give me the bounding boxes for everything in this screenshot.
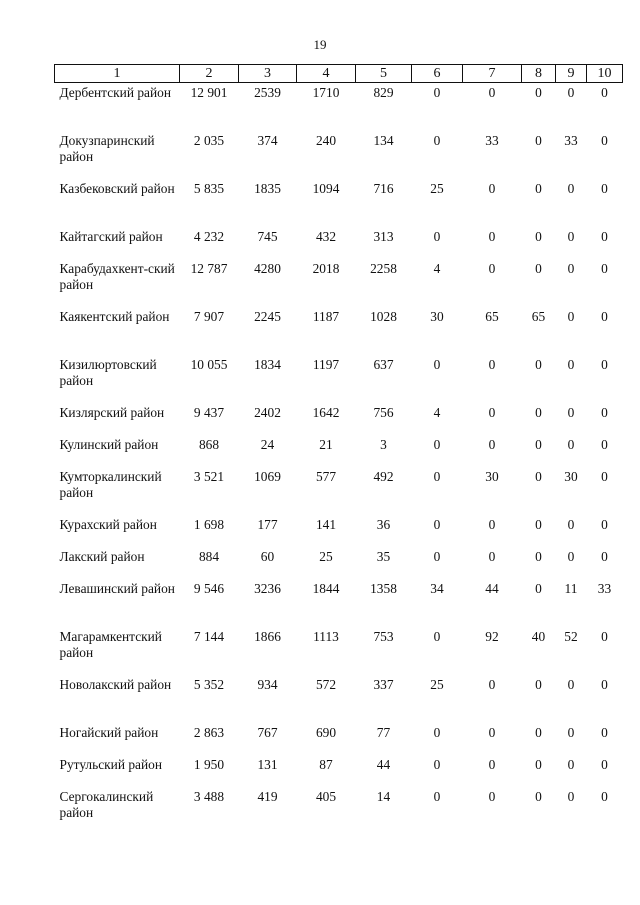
district-name-cell: Магарамкентский район <box>59 629 162 660</box>
value-cell-col-8: 0 <box>535 549 542 564</box>
district-name-cell: Кайтагский район <box>59 229 163 244</box>
value-cell-col-4: 1094 <box>312 181 340 196</box>
value-cell-col-8: 0 <box>535 677 542 692</box>
value-cell-col-2: 868 <box>198 437 220 452</box>
value-cell-col-3: 2245 <box>254 309 281 324</box>
value-cell-col-8: 65 <box>531 309 546 324</box>
value-cell-col-6: 34 <box>430 581 444 596</box>
value-cell-col-2: 9 546 <box>193 581 225 596</box>
value-cell-col-4: 1197 <box>312 357 340 372</box>
value-cell-col-7: 0 <box>488 517 496 532</box>
value-cell-col-4: 405 <box>315 789 337 804</box>
value-cell-col-8: 0 <box>535 85 542 100</box>
value-cell-col-2: 4 232 <box>193 229 225 244</box>
value-cell-col-9: 0 <box>567 789 575 804</box>
value-cell-col-7: 0 <box>488 789 496 804</box>
value-cell-col-7: 0 <box>488 357 496 372</box>
value-cell-col-10: 0 <box>601 85 608 100</box>
value-cell-col-10: 0 <box>601 629 608 644</box>
value-cell-col-4: 572 <box>315 677 337 692</box>
value-cell-col-8: 0 <box>535 789 542 804</box>
value-cell-col-2: 7 144 <box>193 629 225 644</box>
value-cell-col-9: 0 <box>567 357 575 372</box>
value-cell-col-2: 5 352 <box>193 677 225 692</box>
value-cell-col-9: 0 <box>567 757 575 772</box>
value-cell-col-5: 134 <box>373 133 394 148</box>
district-name-cell: Рутульский район <box>59 757 163 772</box>
value-cell-col-10: 0 <box>601 309 608 324</box>
value-cell-col-10: 0 <box>601 517 608 532</box>
value-cell-col-3: 1835 <box>254 181 281 196</box>
value-cell-col-3: 1834 <box>254 357 281 372</box>
value-cell-col-5: 829 <box>373 85 394 100</box>
value-cell-col-9: 0 <box>567 517 575 532</box>
value-cell-col-2: 12 787 <box>190 261 228 276</box>
value-cell-col-5: 1358 <box>370 581 397 596</box>
value-cell-col-4: 432 <box>315 229 337 244</box>
value-cell-col-8: 0 <box>535 181 542 196</box>
value-cell-col-2: 2 035 <box>193 133 225 148</box>
value-cell-col-6: 0 <box>433 725 441 740</box>
value-cell-col-2: 12 901 <box>190 85 228 100</box>
value-cell-col-8: 0 <box>535 757 542 772</box>
column-header: 6 <box>412 65 463 83</box>
column-header: 1 <box>55 65 180 83</box>
value-cell-col-4: 577 <box>315 469 337 484</box>
value-cell-col-6: 0 <box>433 469 441 484</box>
value-cell-col-5: 753 <box>373 629 394 644</box>
value-cell-col-7: 0 <box>488 181 496 196</box>
value-cell-col-4: 1642 <box>312 405 340 420</box>
value-cell-col-9: 0 <box>567 549 575 564</box>
district-name-cell: Дербентский район <box>59 85 171 100</box>
value-cell-col-6: 0 <box>433 517 441 532</box>
value-cell-col-7: 44 <box>485 581 499 596</box>
value-cell-col-6: 0 <box>433 757 441 772</box>
value-cell-col-10: 0 <box>601 181 608 196</box>
table-row <box>55 83 623 132</box>
value-cell-col-6: 4 <box>433 261 441 276</box>
value-cell-col-2: 10 055 <box>190 357 228 372</box>
value-cell-col-10: 0 <box>601 789 608 804</box>
table-row <box>55 227 623 259</box>
value-cell-col-6: 25 <box>430 181 444 196</box>
value-cell-col-4: 1710 <box>312 85 340 100</box>
value-cell-col-7: 0 <box>488 677 496 692</box>
value-cell-col-8: 0 <box>535 405 542 420</box>
value-cell-col-3: 1866 <box>254 629 281 644</box>
value-cell-col-4: 1844 <box>312 581 340 596</box>
value-cell-col-4: 1187 <box>312 309 340 324</box>
value-cell-col-6: 0 <box>433 437 441 452</box>
value-cell-col-7: 0 <box>488 85 496 100</box>
table-row <box>55 435 623 467</box>
value-cell-col-9: 0 <box>567 309 575 324</box>
value-cell-col-6: 0 <box>433 789 441 804</box>
value-cell-col-5: 492 <box>373 469 394 484</box>
value-cell-col-2: 7 907 <box>193 309 225 324</box>
value-cell-col-8: 0 <box>535 437 542 452</box>
value-cell-col-3: 419 <box>257 789 278 804</box>
column-header: 2 <box>180 65 239 83</box>
table-row <box>55 627 623 675</box>
value-cell-col-3: 767 <box>257 725 278 740</box>
value-cell-col-3: 1069 <box>254 469 281 484</box>
value-cell-col-9: 0 <box>567 405 575 420</box>
district-name-cell: Каякентский район <box>59 309 170 324</box>
value-cell-col-3: 60 <box>260 549 275 564</box>
table-row <box>55 787 623 835</box>
district-name-cell: Ногайский район <box>59 725 159 740</box>
value-cell-col-7: 30 <box>485 469 499 484</box>
value-cell-col-10: 0 <box>601 405 608 420</box>
value-cell-col-10: 0 <box>601 757 608 772</box>
value-cell-col-2: 9 437 <box>193 405 225 420</box>
table-header-row <box>55 65 623 83</box>
value-cell-col-2: 884 <box>198 549 220 564</box>
value-cell-col-6: 0 <box>433 357 441 372</box>
page-number: 19 <box>313 37 327 52</box>
district-name-cell: Лакский район <box>59 549 145 564</box>
value-cell-col-5: 313 <box>373 229 394 244</box>
district-name-cell: Докузпаринский район <box>59 133 155 164</box>
value-cell-col-10: 0 <box>601 357 608 372</box>
value-cell-col-9: 0 <box>567 677 575 692</box>
value-cell-col-2: 3 521 <box>193 469 225 484</box>
value-cell-col-9: 0 <box>567 261 575 276</box>
value-cell-col-5: 3 <box>380 437 387 452</box>
district-name-cell: Левашинский район <box>59 581 175 596</box>
value-cell-col-5: 337 <box>373 677 394 692</box>
value-cell-col-6: 0 <box>433 229 441 244</box>
district-data-table <box>54 64 623 835</box>
value-cell-col-5: 35 <box>376 549 391 564</box>
column-header: 10 <box>587 65 623 83</box>
value-cell-col-9: 0 <box>567 181 575 196</box>
column-header: 3 <box>239 65 297 83</box>
value-cell-col-9: 0 <box>567 725 575 740</box>
table-row <box>55 259 623 307</box>
value-cell-col-3: 4280 <box>254 261 281 276</box>
table-row <box>55 547 623 579</box>
value-cell-col-4: 141 <box>315 517 337 532</box>
value-cell-col-10: 0 <box>601 133 608 148</box>
value-cell-col-5: 637 <box>373 357 394 372</box>
value-cell-col-5: 2258 <box>370 261 397 276</box>
value-cell-col-9: 11 <box>564 581 578 596</box>
value-cell-col-2: 2 863 <box>193 725 225 740</box>
value-cell-col-7: 0 <box>488 261 496 276</box>
value-cell-col-2: 5 835 <box>193 181 225 196</box>
value-cell-col-6: 0 <box>433 85 441 100</box>
value-cell-col-8: 0 <box>535 133 542 148</box>
district-name-cell: Кизлярский район <box>59 405 165 420</box>
value-cell-col-3: 745 <box>257 229 278 244</box>
value-cell-col-6: 25 <box>430 677 444 692</box>
value-cell-col-3: 177 <box>257 517 278 532</box>
district-name-cell: Карабудахкент-ский район <box>59 261 175 292</box>
table-row <box>55 131 623 179</box>
table-row <box>55 723 623 755</box>
value-cell-col-6: 0 <box>433 549 441 564</box>
column-header: 7 <box>463 65 522 83</box>
value-cell-col-9: 0 <box>567 437 575 452</box>
district-name-cell: Кулинский район <box>59 437 159 452</box>
value-cell-col-9: 0 <box>567 229 575 244</box>
column-header: 9 <box>556 65 587 83</box>
value-cell-col-5: 14 <box>376 789 391 804</box>
value-cell-col-10: 0 <box>601 261 608 276</box>
value-cell-col-7: 0 <box>488 757 496 772</box>
table-row <box>55 403 623 435</box>
table-row <box>55 675 623 723</box>
value-cell-col-10: 0 <box>601 549 608 564</box>
value-cell-col-5: 36 <box>376 517 391 532</box>
value-cell-col-7: 92 <box>485 629 499 644</box>
value-cell-col-6: 0 <box>433 133 441 148</box>
value-cell-col-2: 1 698 <box>193 517 225 532</box>
column-header: 8 <box>522 65 556 83</box>
value-cell-col-3: 131 <box>257 757 278 772</box>
value-cell-col-5: 44 <box>376 757 391 772</box>
value-cell-col-4: 690 <box>315 725 337 740</box>
value-cell-col-6: 4 <box>433 405 441 420</box>
value-cell-col-10: 33 <box>597 581 612 596</box>
district-name-cell: Казбековский район <box>59 181 175 196</box>
value-cell-col-8: 0 <box>535 357 542 372</box>
value-cell-col-7: 0 <box>488 437 496 452</box>
value-cell-col-3: 3236 <box>254 581 281 596</box>
district-name-cell: Кумторкалинский район <box>59 469 162 500</box>
value-cell-col-9: 33 <box>564 133 578 148</box>
value-cell-col-6: 0 <box>433 629 441 644</box>
value-cell-col-5: 77 <box>376 725 391 740</box>
district-name-cell: Курахский район <box>59 517 157 532</box>
value-cell-col-8: 40 <box>531 629 546 644</box>
table-body <box>55 83 623 836</box>
value-cell-col-8: 0 <box>535 581 542 596</box>
table-row <box>55 467 623 515</box>
value-cell-col-4: 87 <box>319 757 333 772</box>
value-cell-col-7: 33 <box>485 133 499 148</box>
column-header: 4 <box>297 65 356 83</box>
value-cell-col-7: 0 <box>488 405 496 420</box>
value-cell-col-3: 24 <box>260 437 275 452</box>
value-cell-col-5: 716 <box>373 181 394 196</box>
value-cell-col-9: 0 <box>567 85 575 100</box>
value-cell-col-7: 65 <box>485 309 499 324</box>
value-cell-col-3: 934 <box>257 677 278 692</box>
value-cell-col-2: 3 488 <box>193 789 225 804</box>
value-cell-col-5: 1028 <box>370 309 397 324</box>
district-name-cell: Кизилюртовский район <box>59 357 157 388</box>
value-cell-col-3: 374 <box>257 133 278 148</box>
value-cell-col-4: 1113 <box>313 629 339 644</box>
table-row <box>55 179 623 227</box>
value-cell-col-10: 0 <box>601 229 608 244</box>
value-cell-col-9: 30 <box>564 469 578 484</box>
value-cell-col-8: 0 <box>535 261 542 276</box>
table-row <box>55 355 623 403</box>
value-cell-col-4: 21 <box>319 437 333 452</box>
table-row <box>55 579 623 627</box>
value-cell-col-10: 0 <box>601 677 608 692</box>
table-row <box>55 755 623 787</box>
district-name-cell: Сергокалинский район <box>59 789 154 820</box>
value-cell-col-8: 0 <box>535 517 542 532</box>
value-cell-col-10: 0 <box>601 469 608 484</box>
value-cell-col-4: 240 <box>315 133 337 148</box>
value-cell-col-9: 52 <box>564 629 578 644</box>
value-cell-col-7: 0 <box>488 725 496 740</box>
value-cell-col-4: 2018 <box>312 261 340 276</box>
table-row <box>55 515 623 547</box>
value-cell-col-7: 0 <box>488 549 496 564</box>
value-cell-col-3: 2539 <box>254 85 281 100</box>
column-header: 5 <box>356 65 412 83</box>
table-row <box>55 307 623 355</box>
value-cell-col-10: 0 <box>601 725 608 740</box>
value-cell-col-3: 2402 <box>254 405 281 420</box>
value-cell-col-8: 0 <box>535 725 542 740</box>
district-name-cell: Новолакский район <box>59 677 172 692</box>
value-cell-col-2: 1 950 <box>193 757 225 772</box>
value-cell-col-10: 0 <box>601 437 608 452</box>
value-cell-col-6: 30 <box>430 309 444 324</box>
value-cell-col-4: 25 <box>319 549 333 564</box>
value-cell-col-7: 0 <box>488 229 496 244</box>
value-cell-col-8: 0 <box>535 229 542 244</box>
value-cell-col-8: 0 <box>535 469 542 484</box>
value-cell-col-5: 756 <box>373 405 394 420</box>
